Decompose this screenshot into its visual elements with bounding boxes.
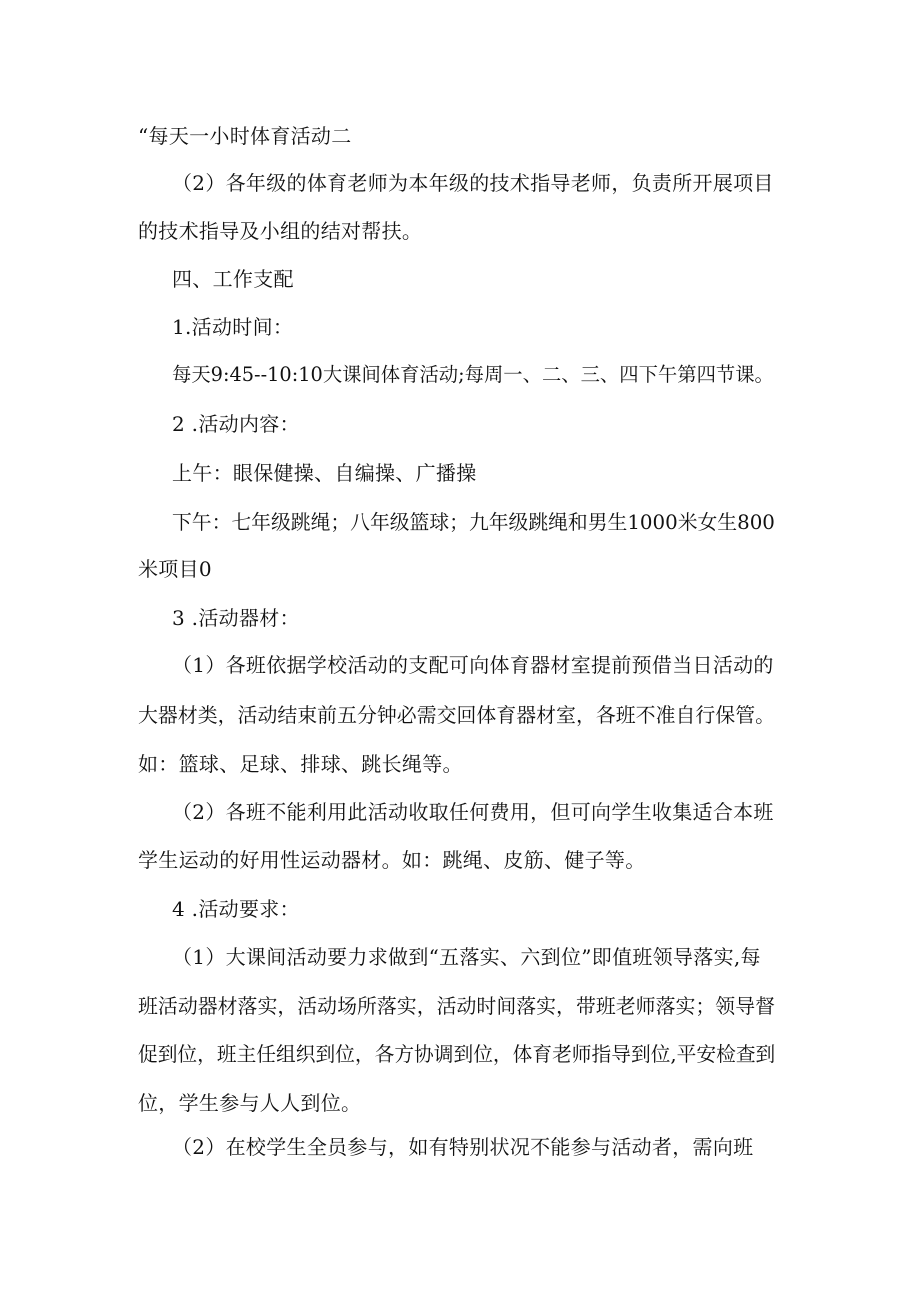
text-line: 的技术指导及小组的结对帮扶。 <box>138 219 423 243</box>
text-line: 下午：七年级跳绳；八年级篮球；九年级跳绳和男生1000米女生800 <box>172 511 775 534</box>
text-line: 大器材类，活动结束前五分钟必需交回体育器材室，各班不准自行保管。 <box>138 704 776 727</box>
subsection-heading: 3 .活动器材： <box>172 606 300 630</box>
subsection-heading: 4 .活动要求： <box>172 897 300 921</box>
text-line: 班活动器材落实，活动场所落实，活动时间落实，带班老师落实；领导督 <box>138 995 776 1018</box>
text-line: “每天一小时体育活动二 <box>138 124 352 148</box>
text-line: （1）大课间活动要力求做到“五落实、六到位”即值班领导落实,每 <box>172 945 761 969</box>
text-line: （1）各班依据学校活动的支配可向体育器材室提前预借当日活动的 <box>172 653 774 677</box>
text-line: 上午：眼保健操、自编操、广播操 <box>172 461 477 485</box>
subsection-heading: 2 .活动内容： <box>172 412 300 436</box>
text-line: 米项目0 <box>138 557 212 581</box>
text-line: （2）各班不能利用此活动收取任何费用，但可向学生收集适合本班 <box>172 800 774 824</box>
text-line: （2）各年级的体育老师为本年级的技术指导老师，负责所开展项目 <box>172 171 774 195</box>
text-line: 如：篮球、足球、排球、跳长绳等。 <box>138 752 463 776</box>
subsection-heading: 1.活动时间： <box>172 315 294 339</box>
text-line: 促到位，班主任组织到位，各方协调到位，体育老师指导到位,平安检查到 <box>138 1043 776 1066</box>
text-line: （2）在校学生全员参与，如有特别状况不能参与活动者，需向班 <box>172 1135 754 1159</box>
section-heading: 四、工作支配 <box>172 267 294 291</box>
text-line: 每天9:45--10:10大课间体育活动;每周一、二、三、四下午第四节课。 <box>172 363 774 386</box>
text-line: 学生运动的好用性运动器材。如：跳绳、皮筋、健子等。 <box>138 848 646 872</box>
text-line: 位，学生参与人人到位。 <box>138 1091 362 1115</box>
